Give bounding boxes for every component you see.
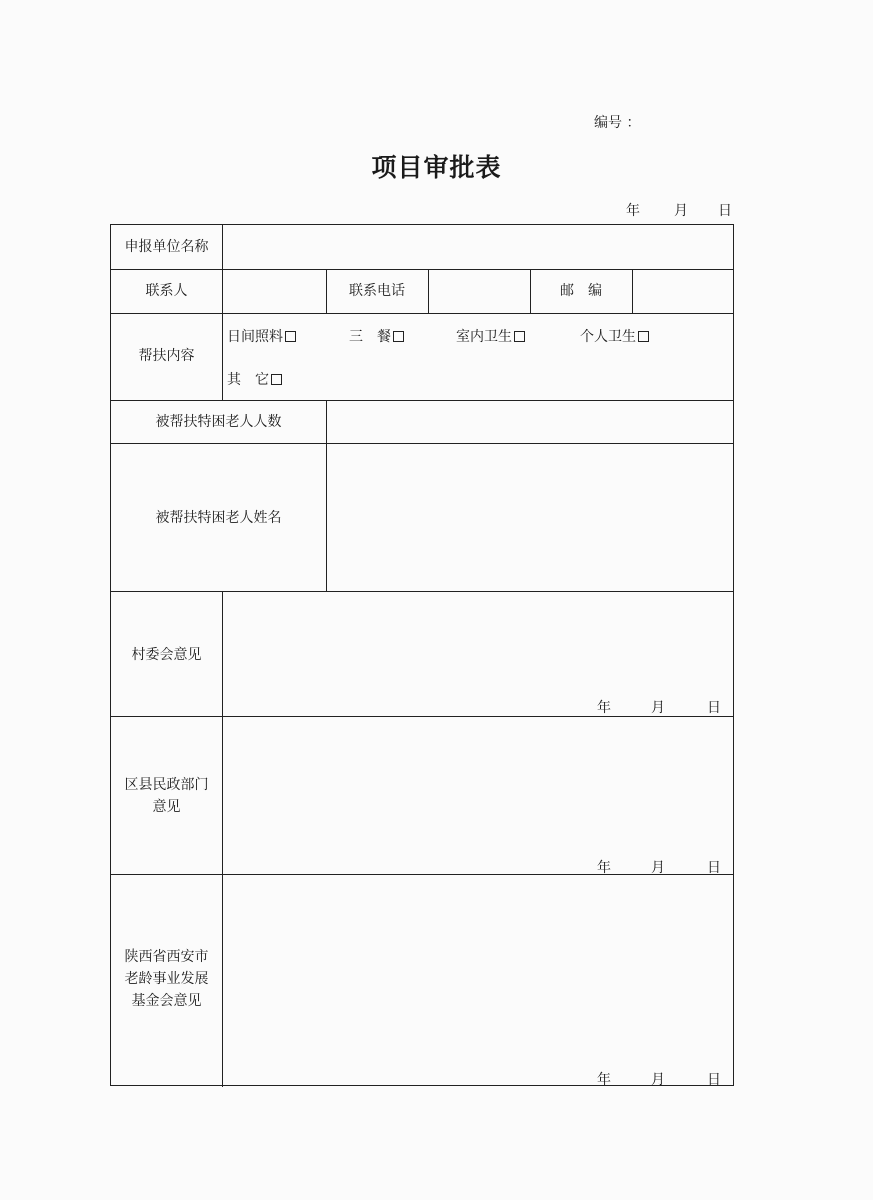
header-date-month: 月 — [674, 203, 688, 219]
header-date-day: 日 — [718, 203, 732, 219]
postcode-field[interactable] — [634, 271, 732, 311]
foundation-date-year: 年 — [597, 1072, 611, 1088]
approval-form-table — [110, 224, 734, 1086]
option-three-meals[interactable] — [349, 326, 404, 346]
district-opinion-label: 区县民政部门 意见 — [124, 777, 209, 815]
option-personal-hygiene[interactable] — [580, 326, 649, 346]
unit-name-field[interactable] — [224, 227, 732, 267]
checkbox-icon[interactable] — [638, 331, 649, 342]
checkbox-icon[interactable] — [514, 331, 525, 342]
option-label: 个人卫生 — [580, 329, 636, 345]
serial-number-label: 编号 ： — [594, 115, 641, 131]
option-daytime-care[interactable] — [227, 326, 296, 346]
help-content-label: 帮扶内容 — [138, 348, 195, 364]
checkbox-icon[interactable] — [271, 374, 282, 385]
option-indoor-cleaning[interactable] — [456, 326, 525, 346]
form-title: 项目审批表 — [371, 153, 502, 182]
phone-label: 联系电话 — [349, 283, 405, 299]
district-date-month: 月 — [651, 860, 665, 876]
option-label: 室内卫生 — [456, 329, 512, 345]
checkbox-icon[interactable] — [393, 331, 404, 342]
foundation-date-day: 日 — [707, 1072, 721, 1088]
district-date-day: 日 — [707, 860, 721, 876]
contact-label: 联系人 — [145, 283, 188, 299]
option-label: 其 它 — [227, 372, 269, 388]
elderly-count-field[interactable] — [328, 402, 732, 441]
option-label: 三 餐 — [349, 329, 391, 345]
column-divider — [222, 225, 223, 400]
district-opinion-field[interactable] — [224, 718, 732, 872]
foundation-opinion-label: 陕西省西安市 老龄事业发展 基金会意见 — [124, 949, 209, 1009]
elderly-count-label: 被帮扶特困老人人数 — [155, 414, 282, 430]
elderly-names-label: 被帮扶特困老人姓名 — [155, 510, 282, 526]
row-divider — [111, 269, 733, 270]
district-date-year: 年 — [597, 860, 611, 876]
row-divider — [111, 716, 733, 717]
phone-field[interactable] — [430, 271, 528, 311]
row-divider — [111, 400, 733, 401]
foundation-date-month: 月 — [651, 1072, 665, 1088]
option-other[interactable] — [227, 369, 282, 389]
header-date-year: 年 — [626, 203, 640, 219]
row-divider — [111, 874, 733, 875]
row-divider — [111, 313, 733, 314]
column-divider — [632, 269, 633, 313]
village-date-year: 年 — [597, 700, 611, 716]
village-date-day: 日 — [707, 700, 721, 716]
row-divider — [111, 443, 733, 444]
column-divider — [326, 400, 327, 591]
postcode-label: 邮 编 — [560, 283, 602, 299]
elderly-names-field[interactable] — [328, 445, 732, 589]
column-divider — [428, 269, 429, 313]
contact-field[interactable] — [224, 271, 324, 311]
column-divider — [222, 591, 223, 1087]
option-label: 日间照料 — [227, 329, 283, 345]
village-date-month: 月 — [651, 700, 665, 716]
village-opinion-field[interactable] — [224, 593, 732, 714]
unit-name-label: 申报单位名称 — [124, 239, 209, 255]
village-opinion-label: 村委会意见 — [131, 647, 202, 663]
checkbox-icon[interactable] — [285, 331, 296, 342]
row-divider — [111, 591, 733, 592]
foundation-opinion-field[interactable] — [224, 876, 732, 1084]
